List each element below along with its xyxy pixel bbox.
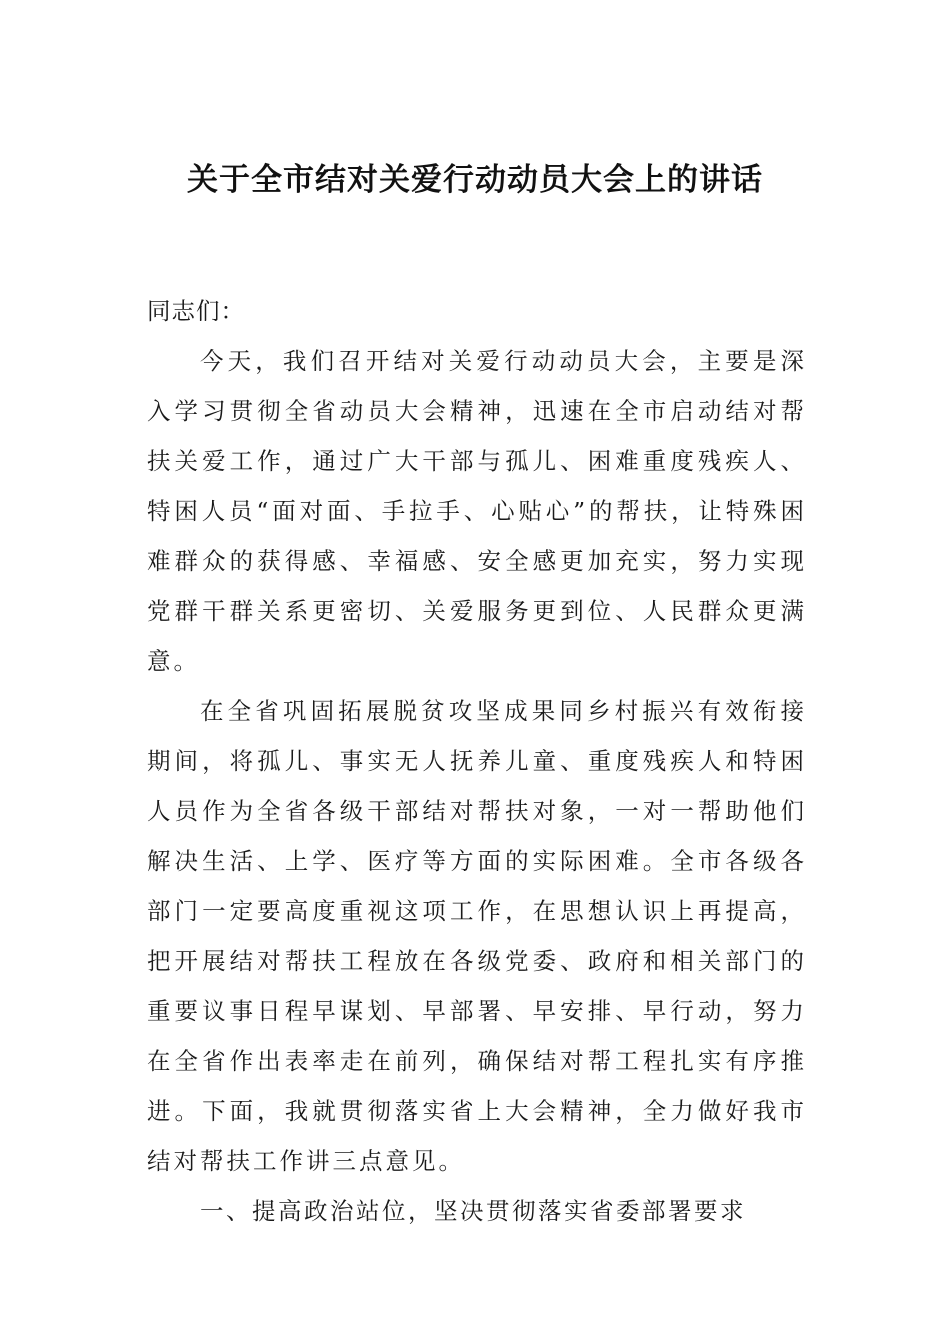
paragraph-opening: 今天，我们召开结对关爱行动动员大会，主要是深入学习贯彻全省动员大会精神，迅速在全市启动结对帮扶关爱工作，通过广大干部与孤儿、困难重度残疾人、特困人员“面对面、手拉手、心贴心”的帮扶，让特殊困难群众的获得感、幸福感、安全感更加充实，努力实现党群干群关系更密切、关爱服务更到位、人民群众更满意。 [147,347,807,675]
document-title: 关于全市结对关爱行动动员大会上的讲话 [187,162,763,198]
paragraph-background: 在全省巩固拓展脱贫攻坚成果同乡村振兴有效衔接期间，将孤儿、事实无人抚养儿童、重度残疾人和特困人员作为全省各级干部结对帮扶对象，一对一帮助他们解决生活、上学、医疗等方面的实际困难。全市各级各部门一定要高度重视这项工作，在思想认识上再提高，把开展结对帮扶工程放在各级党委、政府和相关部门的重要议事日程早谋划、早部署、早安排、早行动，努力在全省作出表率走在前列，确保结对帮工程扎实有序推进。下面，我就贯彻落实省上大会精神，全力做好我市结对帮扶工作讲三点意见。 [147,697,807,1175]
salutation: 同志们： [147,297,245,325]
document-body [147,286,807,1236]
section-heading: 一、提高政治站位，坚决贯彻落实省委部署要求 [200,1197,746,1225]
